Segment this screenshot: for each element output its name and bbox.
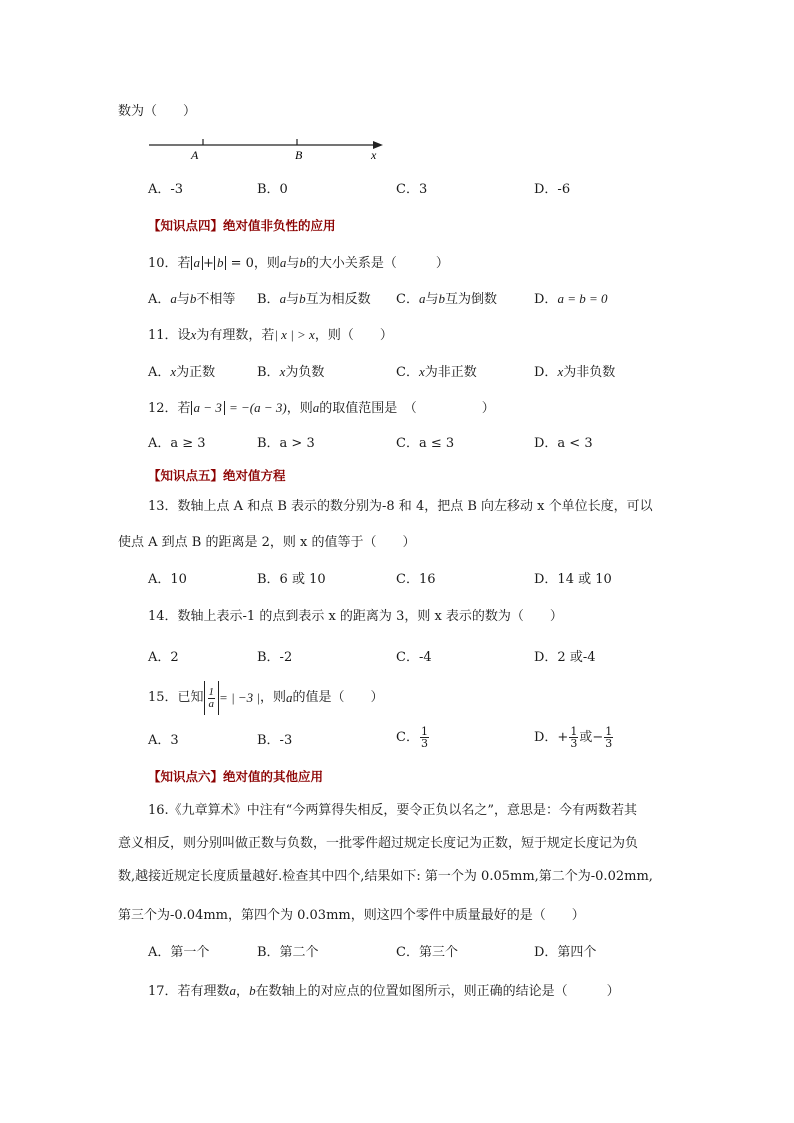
q16-option-c: C．第三个 [396,945,458,960]
section-heading-5: 【知识点五】绝对值方程 [148,468,286,483]
q14-stem: 14．数轴上表示-1 的点到表示 x 的距离为 3，则 x 表示的数为（ ） [148,609,563,624]
q9-option-c: C．3 [396,182,428,197]
q13-option-b: B．6 或 10 [257,572,326,587]
q15-option-d: D．+ $\frac{1}{3}$ 或− $\frac{1}{3}$ [534,725,613,750]
section-heading-6: 【知识点六】绝对值的其他应用 [148,769,324,784]
q14-option-a: A．2 [148,650,179,665]
q13-option-a: A．10 [148,572,187,587]
q10-stem: 10．若 a + b = 0，则a与b的大小关系是（ ） [148,255,449,271]
q17-stem: 17．若有理数a，b在数轴上的对应点的位置如图所示，则正确的结论是（ ） [148,983,620,999]
q15-abs-fraction: $\frac{1}{a}$ [204,681,220,715]
q10-option-a: A．a与b不相等 [148,291,236,307]
q16-line-3: 数,越接近规定长度质量越好.检查其中四个,结果如下: 第一个为 0.05mm,第二个为-0.02mm, [118,869,653,884]
q9-option-b: B．0 [257,182,288,197]
section-heading-4: 【知识点四】绝对值非负性的应用 [148,218,336,233]
q9-stem-tail: 数为（ ） [118,104,197,119]
q13-line-1: 13．数轴上点 A 和点 B 表示的数分别为-8 和 4，把点 B 向左移动 x 个单位长度，可以 [148,499,653,514]
q15-option-c: C． $\frac{1}{3}$ [396,725,428,750]
q9-option-a: A．-3 [148,182,184,197]
q9-number-line [145,134,390,164]
x-axis-label: x [371,148,377,162]
q10-option-d: D．a = b = 0 [534,291,608,307]
q15-option-a: A．3 [148,733,179,748]
q16-line-1: 16.《九章算术》中注有“今两算得失相反，要令正负以名之”，意思是：今有两数若其 [148,803,637,818]
point-a-label: A [191,148,199,162]
q10-option-b: B．a与b互为相反数 [257,291,371,307]
q11-option-b: B．x为负数 [257,364,325,380]
q15-option-b: B．-3 [257,733,293,748]
q12-option-c: C．a ≤ 3 [396,436,455,451]
q13-option-d: D．14 或 10 [534,572,612,587]
q13-line-2: 使点 A 到点 B 的距离是 2，则 x 的值等于（ ） [118,535,416,550]
q14-option-b: B．-2 [257,650,293,665]
q16-option-d: D．第四个 [534,945,597,960]
q12-stem: 12．若 a − 3 = −(a − 3)，则a的取值范围是 （ ） [148,400,495,416]
q12-option-d: D．a < 3 [534,436,593,451]
point-b-label: B [295,148,303,162]
q14-option-c: C．-4 [396,650,432,665]
q15-stem: 15．已知 $\frac{1}{a}$ = | −3 | ，则 a 的值是（ ） [148,680,384,716]
q11-stem: 11．设x为有理数，若| x | > x，则（ ） [148,327,393,343]
q14-option-d: D．2 或-4 [534,650,596,665]
q13-option-c: C．16 [396,572,436,587]
q9-option-d: D．-6 [534,182,571,197]
q11-option-c: C．x为非正数 [396,364,477,380]
q11-option-a: A．x为正数 [148,364,216,380]
q12-option-b: B．a > 3 [257,436,315,451]
q10-option-c: C．a与b互为倒数 [396,291,497,307]
q16-option-a: A．第一个 [148,945,210,960]
q16-option-b: B．第二个 [257,945,319,960]
q16-line-4: 第三个为-0.04mm，第四个为 0.03mm，则这四个零件中质量最好的是（ ） [118,908,585,923]
q12-option-a: A．a ≥ 3 [148,436,206,451]
q11-option-d: D．x为非负数 [534,364,616,380]
q16-line-2: 意义相反，则分别叫做正数与负数，一批零件超过规定长度记为正数，短于规定长度记为负 [118,836,639,851]
